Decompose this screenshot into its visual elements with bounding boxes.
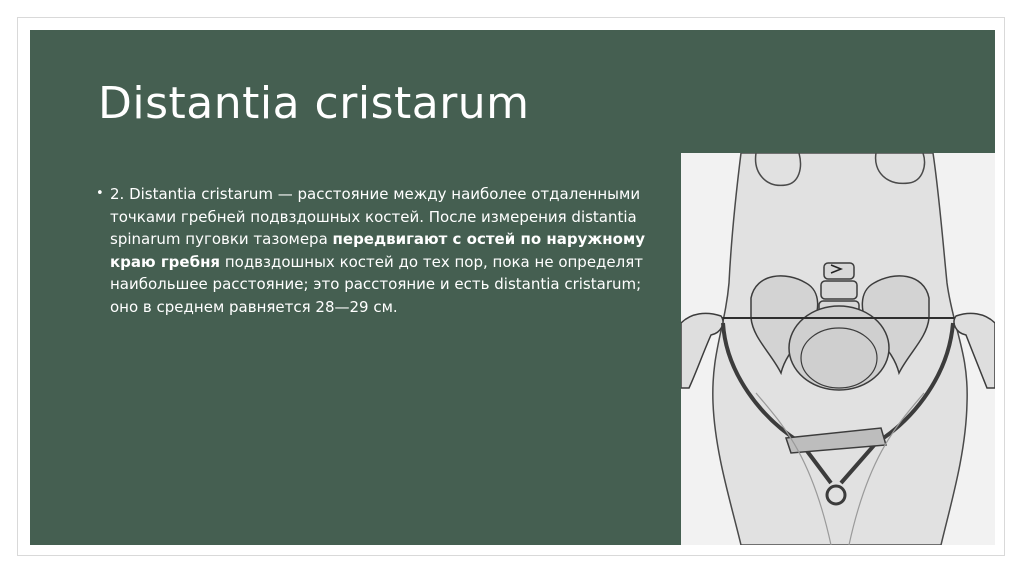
paragraph-text-part-1: 2. Distantia cristarum — расстояние между наиболее отдаленными точками гребней подвздошных костей. После измерения distantia spinarum пуговки тазомера (110, 185, 645, 248)
bullet-marker: • (96, 186, 104, 201)
slide-body (96, 183, 656, 318)
paragraph-text-part-2: подвздошных костей до тех пор, пока не определят наибольшее расстояние; это расстояние и есть distantia cristarum; оно в среднем равняется 28—29 см. (110, 252, 648, 316)
bullet-item (96, 183, 656, 318)
slide-title: Distantia cristarum (98, 78, 530, 129)
pelvis-measurement-illustration (681, 153, 995, 545)
paragraph-text-bold: передвигают с остей по наружному краю гребня (110, 230, 651, 271)
vertebra-2 (821, 281, 857, 299)
vertebra-1 (824, 263, 854, 279)
bullet-text (110, 183, 656, 318)
pelvis-illustration-svg (681, 153, 995, 545)
